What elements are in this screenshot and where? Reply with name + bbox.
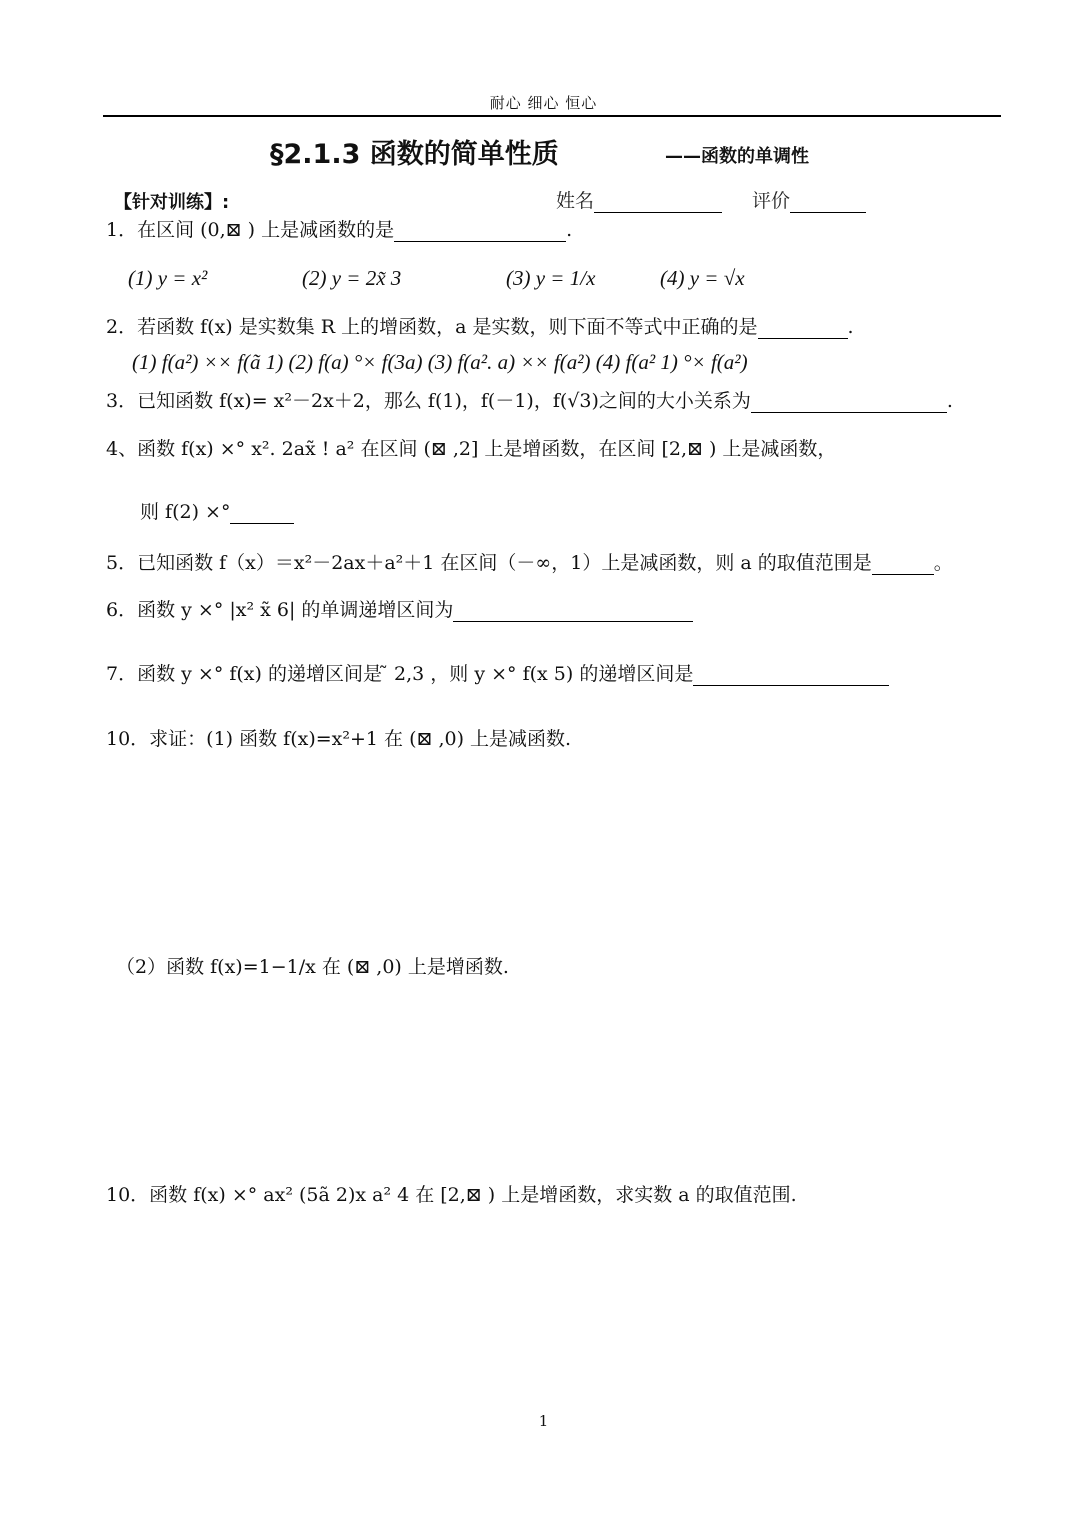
question-4: 4、函数 f(x) ×° x². 2ax̃ ! a² 在区间 (⊠ ,2] 上是增函数，在区间 [2,⊠ ) 上是减函数， bbox=[106, 438, 837, 460]
q1-option-1: (1) y = x² bbox=[128, 266, 208, 290]
page-header-motto: 耐心 细心 恒心 bbox=[489, 94, 598, 112]
q5-answer-blank[interactable] bbox=[872, 554, 934, 575]
name-blank[interactable] bbox=[594, 192, 722, 213]
q2-options: (1) f(a²) ×× f(ã 1) (2) f(a) °× f(3a) (3) f(a². a) ×× f(a²) (4) f(a² 1) °× f(a²) bbox=[132, 350, 748, 374]
q2-answer-blank[interactable] bbox=[758, 318, 848, 339]
question-6 bbox=[106, 598, 693, 622]
q1-option-3: (3) y = 1/x bbox=[506, 266, 596, 290]
q1-answer-blank[interactable] bbox=[394, 221, 566, 242]
q5-text: 5．已知函数 f（x）＝x²－2ax＋a²＋1 在区间（－∞，1）上是减函数，则 a 的取值范围是 bbox=[106, 552, 872, 574]
name-field bbox=[556, 186, 722, 213]
q3-text: 3．已知函数 f(x)= x²－2x＋2，那么 f(1)，f(－1)，f(√3)之间的大小关系为 bbox=[106, 390, 751, 412]
q1-option-4: (4) y = √x bbox=[660, 266, 745, 290]
q6-text: 6．函数 y ×° |x² x̃ 6| 的单调递增区间为 bbox=[106, 599, 454, 621]
header-rule bbox=[103, 115, 1001, 117]
q7-answer-blank[interactable] bbox=[693, 665, 889, 686]
q1-end: . bbox=[566, 219, 573, 241]
q3-end: . bbox=[946, 390, 953, 412]
section-label: 【针对训练】: bbox=[114, 192, 230, 213]
question-3 bbox=[106, 389, 953, 413]
grade-blank[interactable] bbox=[790, 192, 866, 213]
q2-stem: 2．若函数 f(x) 是实数集 R 上的增函数，a 是实数，则下面不等式中正确的是 bbox=[106, 316, 758, 338]
q1-option-2: (2) y = 2x̃ 3 bbox=[302, 266, 402, 290]
question-10-range: 10．函数 f(x) ×° ax² (5ã 2)x a² 4 在 [2,⊠ ) 上是增函数，求实数 a 的取值范围. bbox=[106, 1184, 797, 1206]
question-1 bbox=[106, 218, 572, 242]
question-7 bbox=[106, 662, 889, 686]
question-10-proof-1: 10．求证：(1) 函数 f(x)=x²+1 在 (⊠ ,0) 上是减函数. bbox=[106, 728, 572, 750]
question-4-line-2 bbox=[140, 500, 294, 524]
q3-answer-blank[interactable] bbox=[751, 392, 947, 413]
page-title: §2.1.3 函数的简单性质 bbox=[270, 139, 559, 170]
question-10-proof-2: （2）函数 f(x)=1−1/x 在 (⊠ ,0) 上是增函数. bbox=[116, 956, 509, 978]
q1-stem: 1．在区间 (0,⊠ ) 上是减函数的是 bbox=[106, 219, 395, 241]
page-subtitle: ——函数的单调性 bbox=[665, 146, 809, 167]
grade-label: 评价 bbox=[752, 190, 791, 212]
name-label: 姓名 bbox=[556, 190, 595, 212]
q4-line2: 则 f(2) ×° bbox=[140, 501, 231, 523]
grade-field bbox=[752, 186, 866, 213]
question-2 bbox=[106, 315, 854, 339]
q5-end: 。 bbox=[933, 552, 953, 574]
q7-text: 7．函数 y ×° f(x) 的递增区间是 ̃ 2,3 ，则 y ×° f(x 5) 的递增区间是 bbox=[106, 663, 694, 685]
q6-answer-blank[interactable] bbox=[453, 601, 693, 622]
page-number: 1 bbox=[538, 1412, 549, 1430]
question-5 bbox=[106, 551, 953, 575]
q2-end: . bbox=[847, 316, 854, 338]
q4-answer-blank[interactable] bbox=[230, 503, 294, 524]
